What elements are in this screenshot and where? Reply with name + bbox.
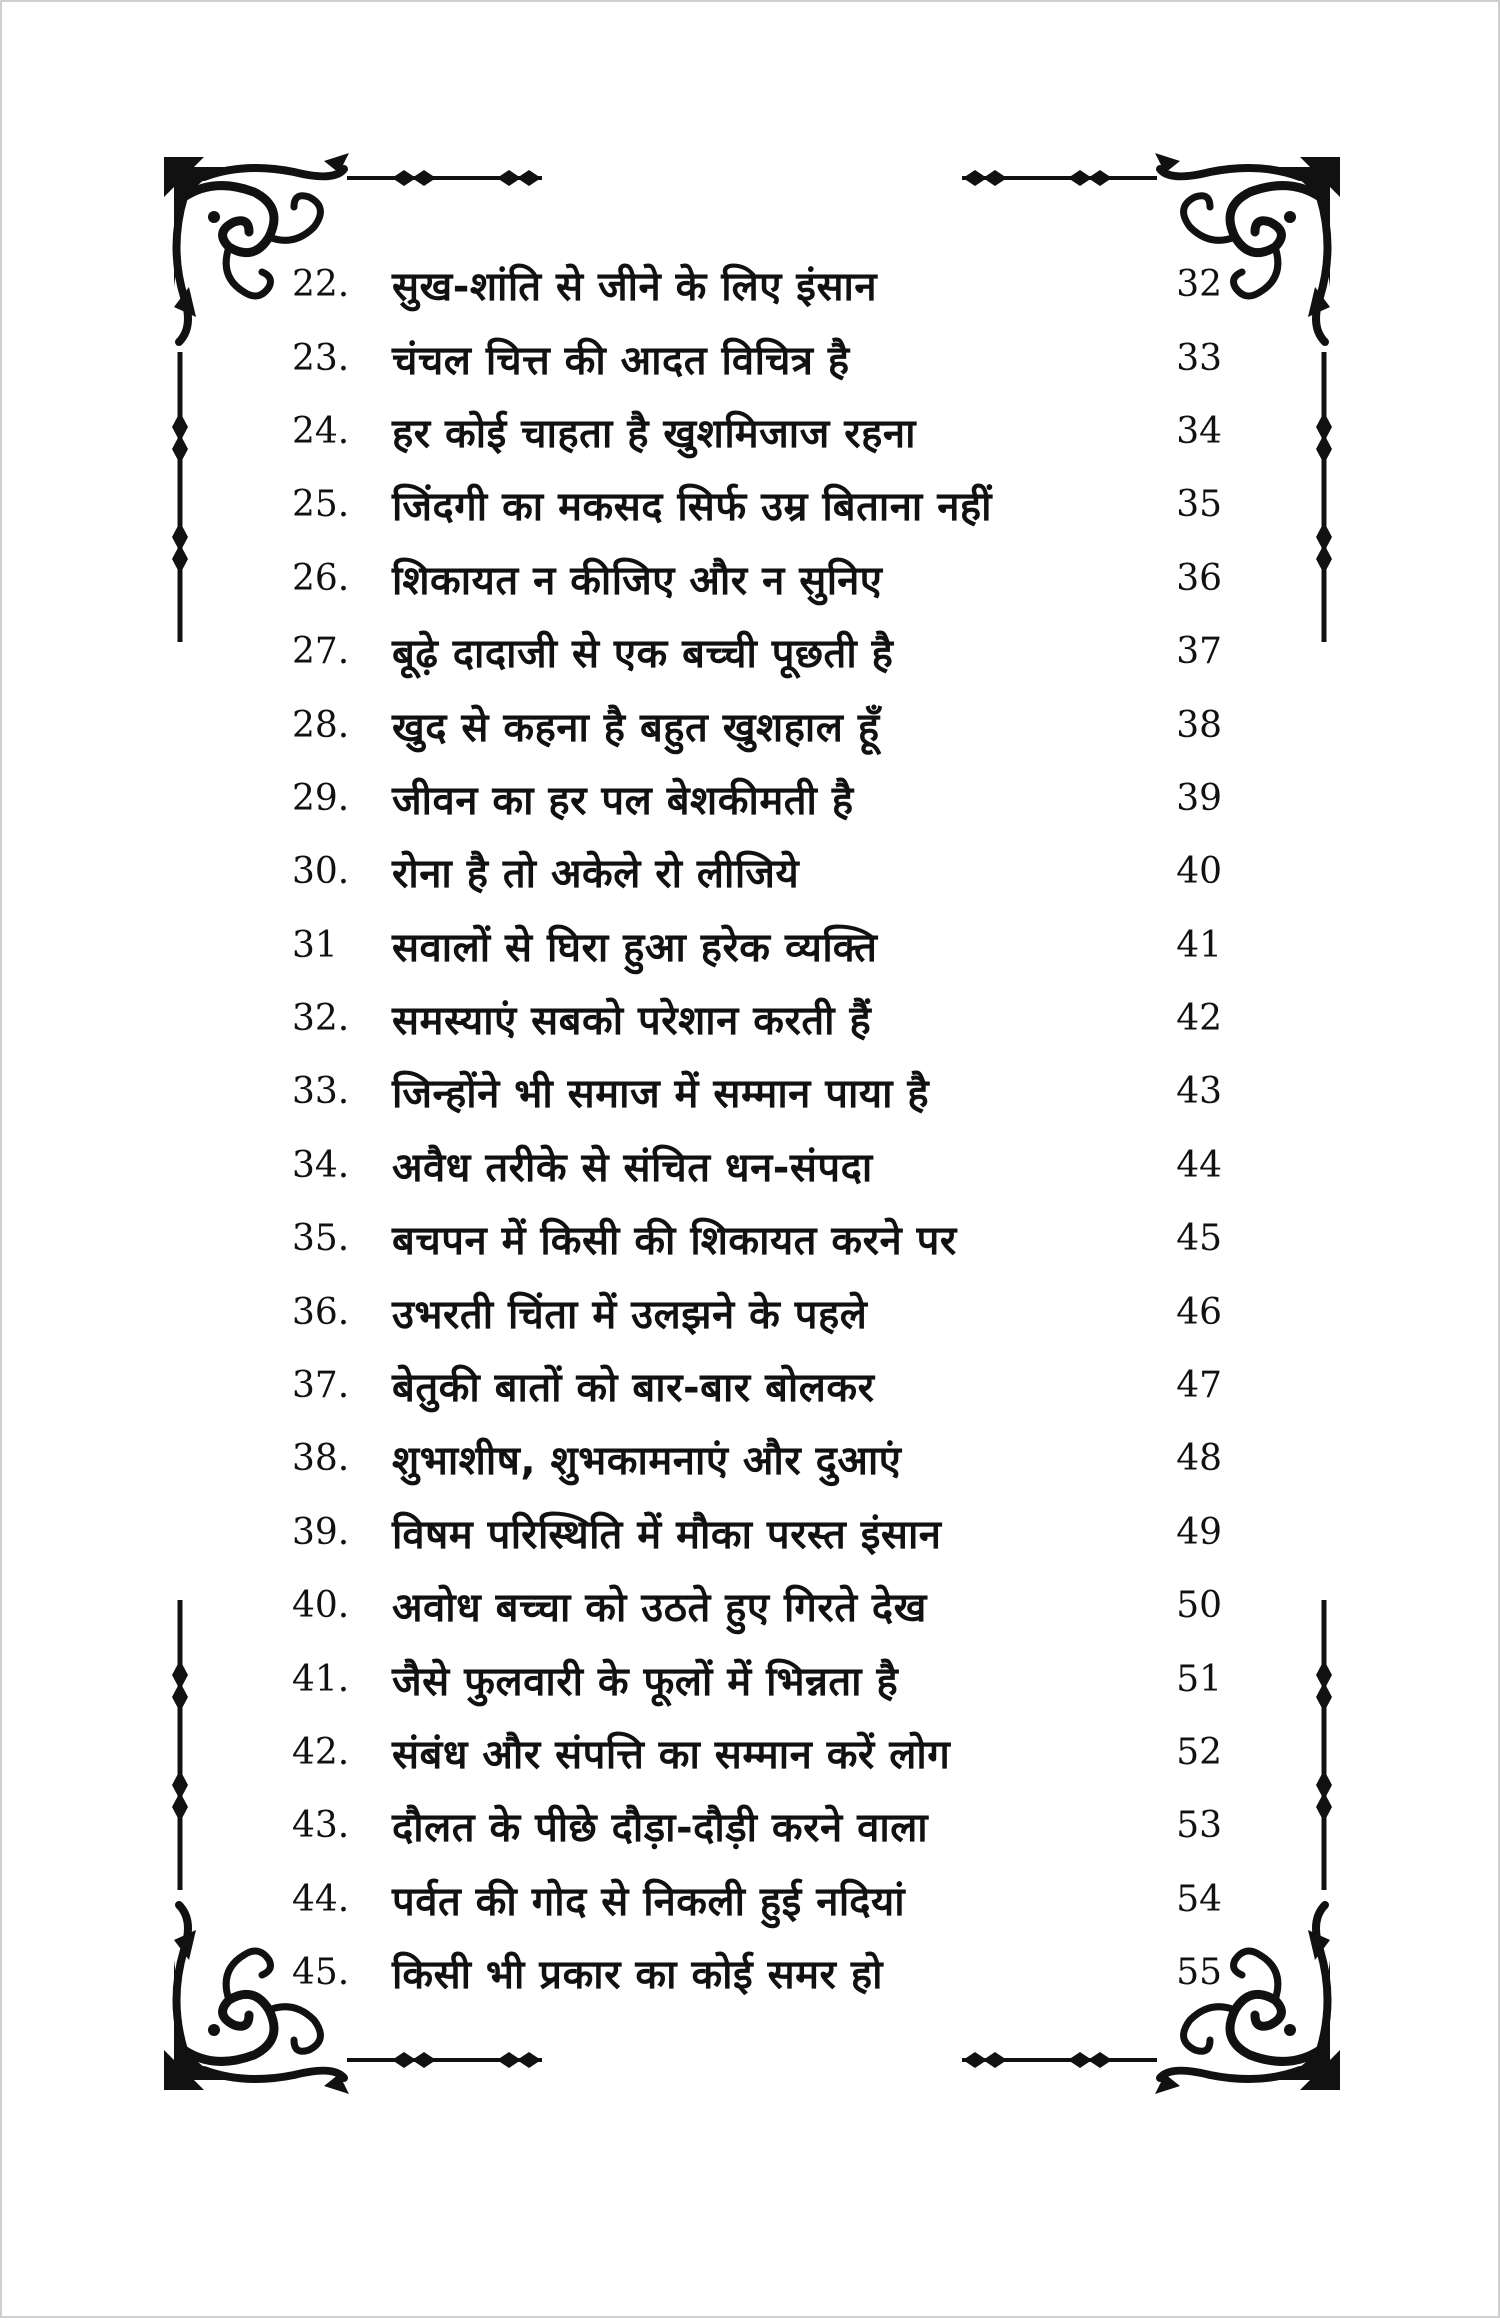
- toc-entry: [292, 1789, 1222, 1862]
- entry-number: 26.: [292, 557, 350, 599]
- toc-entry: [292, 615, 1222, 688]
- entry-number: 30.: [292, 851, 350, 893]
- entry-number: 38.: [292, 1438, 350, 1480]
- entry-number: 22.: [292, 264, 350, 306]
- entry-number: 33.: [292, 1071, 350, 1113]
- entry-page-number: 55: [1176, 1952, 1222, 1994]
- entry-title: उभरती चिंता में उलझने के पहले: [392, 1291, 868, 1338]
- toc-entry: [292, 321, 1222, 394]
- toc-entry: [292, 835, 1222, 908]
- toc-entry: [292, 542, 1222, 615]
- toc-entry: [292, 468, 1222, 541]
- toc-entry: [292, 1422, 1222, 1495]
- entry-page-number: 52: [1176, 1732, 1222, 1773]
- entry-title: पर्वत की गोद से निकली हुई नदियां: [392, 1878, 906, 1925]
- entry-page-number: 40: [1176, 851, 1222, 893]
- entry-title: जिन्होंने भी समाज में सम्मान पाया है: [392, 1071, 930, 1118]
- entry-title: शिकायत न कीजिए और न सुनिए: [392, 557, 883, 604]
- entry-page-number: 51: [1176, 1658, 1222, 1700]
- entry-number: 27.: [292, 631, 350, 673]
- entry-page-number: 34: [1176, 410, 1222, 452]
- entry-page-number: 53: [1176, 1805, 1222, 1847]
- entry-page-number: 44: [1176, 1144, 1222, 1186]
- entry-title: बचपन में किसी की शिकायत करने पर: [392, 1218, 957, 1265]
- entry-title: बेतुकी बातों को बार-बार बोलकर: [392, 1365, 875, 1412]
- entry-title: दौलत के पीछे दौड़ा-दौड़ी करने वाला: [392, 1805, 929, 1852]
- toc-entry: [292, 688, 1222, 761]
- entry-number: 43.: [292, 1805, 350, 1847]
- entry-page-number: 41: [1176, 924, 1222, 966]
- toc-entry: [292, 1642, 1222, 1715]
- toc-entry: [292, 909, 1222, 982]
- entry-number: 40.: [292, 1585, 350, 1627]
- entry-page-number: 36: [1176, 557, 1222, 599]
- entry-title: खुद से कहना है बहुत खुशहाल हूँ: [392, 704, 880, 751]
- entry-title: जिंदगी का मकसद सिर्फ उम्र बिताना नहीं: [392, 484, 993, 531]
- entry-page-number: 37: [1176, 631, 1222, 673]
- entry-page-number: 38: [1176, 704, 1222, 746]
- entry-title: बूढ़े दादाजी से एक बच्ची पूछती है: [392, 631, 894, 678]
- entry-number: 25.: [292, 484, 350, 526]
- entry-page-number: 45: [1176, 1218, 1222, 1260]
- entry-page-number: 49: [1176, 1511, 1222, 1553]
- entry-number: 35.: [292, 1218, 350, 1260]
- entry-title: जैसे फुलवारी के फूलों में भिन्नता है: [392, 1658, 899, 1705]
- toc-entry: [292, 1129, 1222, 1202]
- entry-number: 39.: [292, 1511, 350, 1553]
- entry-page-number: 35: [1176, 484, 1222, 526]
- entry-number: 31: [292, 924, 338, 966]
- entry-title: समस्याएं सबको परेशान करती हैं: [392, 998, 872, 1045]
- entry-title: चंचल चित्त की आदत विचित्र है: [392, 337, 850, 384]
- entry-title: अवोध बच्चा को उठते हुए गिरते देख: [392, 1585, 927, 1632]
- entry-page-number: 46: [1176, 1291, 1222, 1333]
- entry-title: अवैध तरीके से संचित धन-संपदा: [392, 1144, 873, 1191]
- toc-entry: [292, 762, 1222, 835]
- toc-entry: [292, 1202, 1222, 1275]
- entry-title: सवालों से घिरा हुआ हरेक व्यक्ति: [392, 924, 878, 971]
- toc-entry: [292, 1863, 1222, 1936]
- entry-number: 45.: [292, 1952, 350, 1994]
- entry-page-number: 42: [1176, 998, 1222, 1040]
- entry-number: 28.: [292, 704, 350, 746]
- toc-entry: [292, 1496, 1222, 1569]
- entry-number: 29.: [292, 777, 350, 819]
- entry-title: विषम परिस्थिति में मौका परस्त इंसान: [392, 1511, 942, 1558]
- entry-page-number: 50: [1176, 1585, 1222, 1627]
- entry-page-number: 32: [1176, 264, 1222, 306]
- toc-entry: [292, 1716, 1222, 1789]
- entry-page-number: 43: [1176, 1071, 1222, 1113]
- entry-title: किसी भी प्रकार का कोई समर हो: [392, 1952, 883, 1999]
- entry-page-number: 39: [1176, 777, 1222, 819]
- entry-number: 44.: [292, 1878, 350, 1920]
- entry-title: जीवन का हर पल बेशकीमती है: [392, 777, 854, 824]
- entry-number: 41.: [292, 1658, 350, 1700]
- entry-number: 37.: [292, 1365, 350, 1407]
- entry-title: रोना है तो अकेले रो लीजिये: [392, 851, 800, 898]
- entry-number: 36.: [292, 1291, 350, 1333]
- entry-title: शुभाशीष, शुभकामनाएं और दुआएं: [392, 1438, 902, 1485]
- toc-entry: [292, 1569, 1222, 1642]
- toc-entry: [292, 1275, 1222, 1348]
- toc-entry: [292, 1349, 1222, 1422]
- toc-entry: [292, 248, 1222, 321]
- entry-page-number: 33: [1176, 337, 1222, 379]
- entry-number: 32.: [292, 998, 350, 1040]
- entry-page-number: 48: [1176, 1438, 1222, 1480]
- toc-entry: [292, 982, 1222, 1055]
- entry-page-number: 54: [1176, 1878, 1222, 1920]
- entry-page-number: 47: [1176, 1365, 1222, 1407]
- entry-number: 42.: [292, 1732, 350, 1773]
- entry-number: 24.: [292, 410, 350, 452]
- entry-title: सुख-शांति से जीने के लिए इंसान: [392, 264, 878, 311]
- entry-title: हर कोई चाहता है खुशमिजाज रहना: [392, 410, 916, 457]
- toc-entry: [292, 1055, 1222, 1128]
- entry-number: 23.: [292, 337, 350, 379]
- toc-entry: [292, 1936, 1222, 2009]
- entry-number: 34.: [292, 1144, 350, 1186]
- toc-entry: [292, 395, 1222, 468]
- entry-title: संबंध और संपत्ति का सम्मान करें लोग: [392, 1732, 951, 1778]
- table-of-contents: [292, 248, 1222, 2009]
